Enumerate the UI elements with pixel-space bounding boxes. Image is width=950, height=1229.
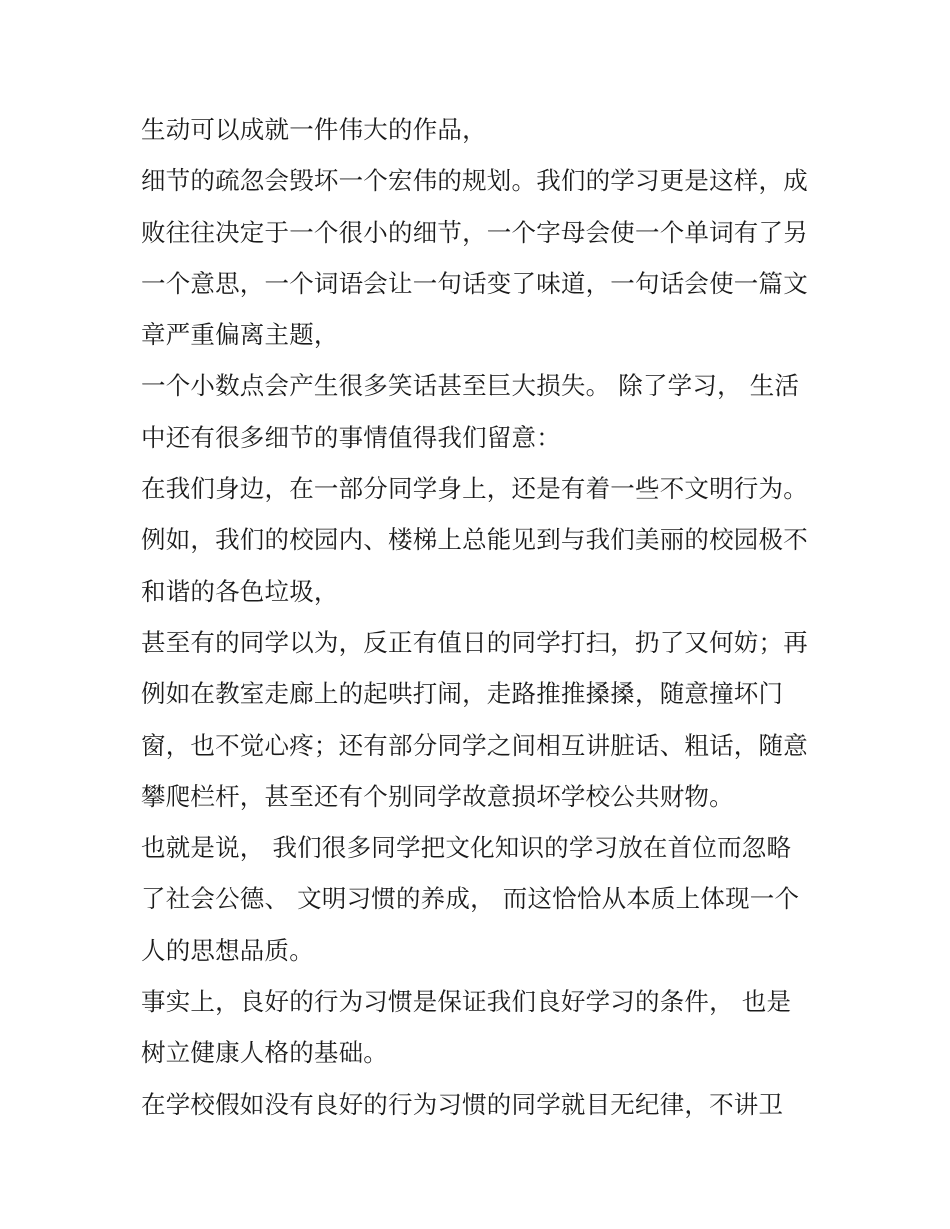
text-line: 一个小数点会产生很多笑话甚至巨大损失。 除了学习， 生活 [141, 371, 800, 401]
text-line: 也就是说， 我们很多同学把文化知识的学习放在首位而忽略 [141, 833, 792, 863]
text-line: 事实上，良好的行为习惯是保证我们良好学习的条件， 也是 [141, 987, 792, 1017]
text-line: 例如在教室走廊上的起哄打闹，走路推推搡搡，随意撞坏门 [141, 679, 784, 709]
text-line: 生动可以成就一件伟大的作品， [141, 115, 487, 144]
text-line: 细节的疏忽会毁坏一个宏伟的规划。我们的学习更是这样，成 [141, 166, 808, 196]
text-line: 章严重偏离主题， [141, 320, 339, 350]
text-line: 例如，我们的校园内、楼梯上总能见到与我们美丽的校园极不 [141, 525, 808, 555]
text-line: 败往往决定于一个很小的细节，一个字母会使一个单词有了另 [141, 217, 808, 247]
text-line: 和谐的各色垃圾， [141, 576, 339, 606]
text-line: 人的思想品质。 [141, 935, 314, 965]
text-line: 甚至有的同学以为，反正有值日的同学打扫，扔了又何妨；再 [141, 627, 808, 657]
text-line: 树立健康人格的基础。 [141, 1038, 388, 1068]
text-line: 一个意思，一个词语会让一句话变了味道，一句话会使一篇文 [141, 268, 808, 298]
text-line: 在我们身边，在一部分同学身上，还是有着一些不文明行为。 [141, 474, 808, 504]
text-line: 了社会公德、 文明习惯的养成， 而这恰恰从本质上体现一个 [141, 884, 800, 914]
text-line: 在学校假如没有良好的行为习惯的同学就目无纪律，不讲卫 [141, 1089, 784, 1119]
text-line: 攀爬栏杆，甚至还有个别同学故意损坏学校公共财物。 [141, 781, 734, 811]
text-line: 窗，也不觉心疼；还有部分同学之间相互讲脏话、粗话，随意 [141, 730, 808, 760]
text-line: 中还有很多细节的事情值得我们留意： [141, 422, 561, 452]
document-body [141, 110, 821, 1136]
